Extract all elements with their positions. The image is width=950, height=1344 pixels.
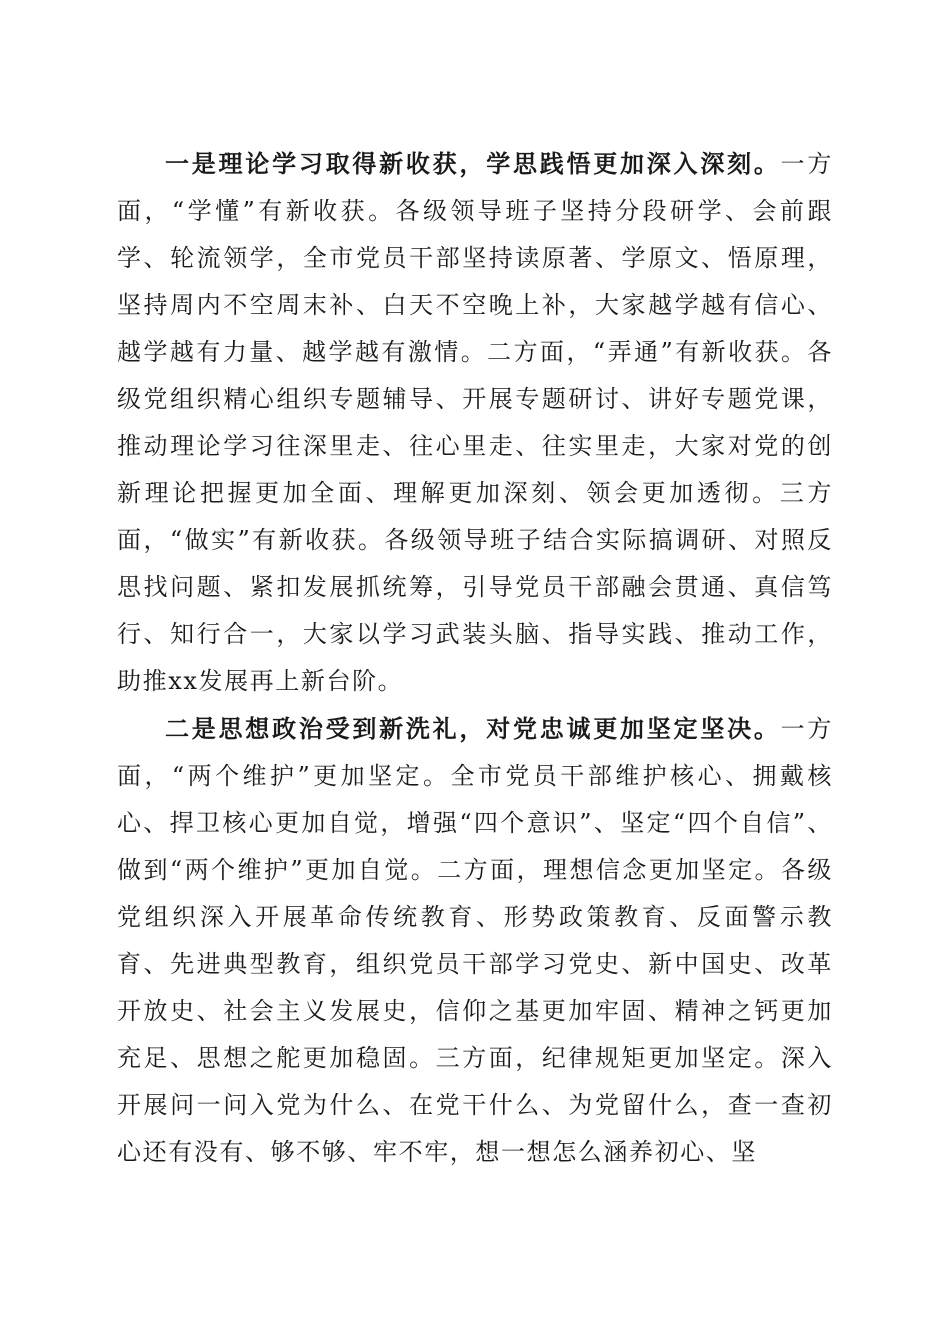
paragraph-heading: 二是思想政治受到新洗礼，对党忠诚更加坚定坚决。 (165, 714, 781, 743)
paragraph-text: 一方面，“学懂”有新收获。各级领导班子坚持分段研学、会前跟学、轮流领学，全市党员干部坚持读原著、学原文、悟原理，坚持周内不空周末补、白天不空晚上补，大家越学越有信心、越学越有力量、越学越有激情。二方面，“弄通”有新收获。各级党组织精心组织专题辅导、开展专题研讨、讲好专题党课，推动理论学习往深里走、往心里走、往实里走，大家对党的创新理论把握更加全面、理解更加深刻、领会更加透彻。三方面，“做实”有新收获。各级领导班子结合实际搞调研、对照反思找问题、紧扣发展抓统筹，引导党员干部融会贯通、真信笃行、知行合一，大家以学习武装头脑、指导实践、推动工作，助推xx发展再上新台阶。 (117, 150, 833, 695)
paragraph-text: 一方面，“两个维护”更加坚定。全市党员干部维护核心、拥戴核心、捍卫核心更加自觉，增强“四个意识”、坚定“四个自信”、做到“两个维护”更加自觉。二方面，理想信念更加坚定。各级党组织深入开展革命传统教育、形势政策教育、反面警示教育、先进典型教育，组织党员干部学习党史、新中国史、改革开放史、社会主义发展史，信仰之基更加牢固、精神之钙更加充足、思想之舵更加稳固。三方面，纪律规矩更加坚定。深入开展问一问入党为什么、在党干什么、为党留什么，查一查初心还有没有、够不够、牢不牢，想一想怎么涵养初心、坚 (117, 715, 833, 1166)
paragraph-theory-study (117, 140, 833, 705)
paragraph-heading: 一是理论学习取得新收获，学思践悟更加深入深刻。 (165, 149, 781, 178)
paragraph-political-thought (117, 705, 833, 1176)
document-body (117, 140, 833, 1176)
